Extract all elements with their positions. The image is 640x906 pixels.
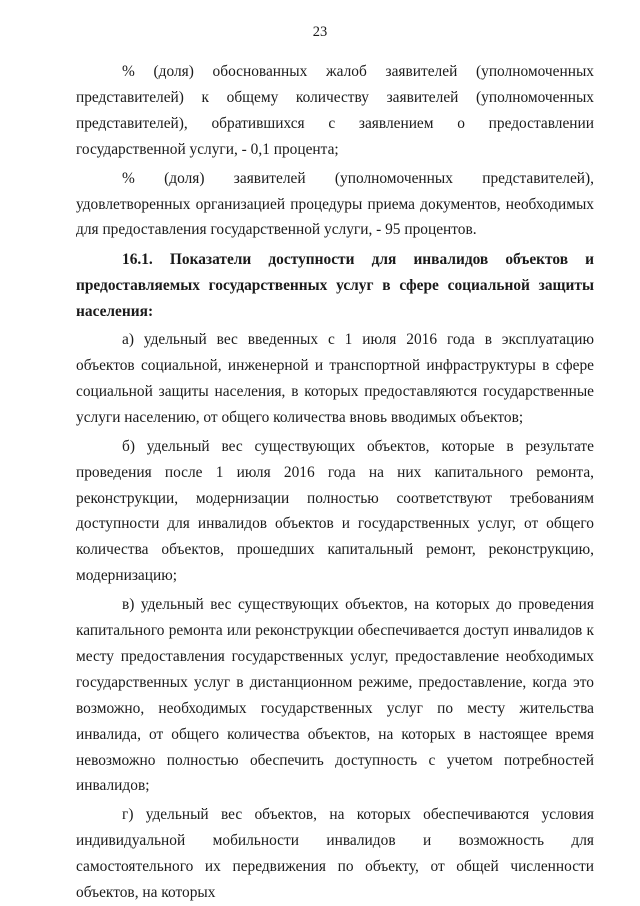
document-body <box>76 59 594 906</box>
page-number: 23 <box>312 24 328 40</box>
paragraph-complaints-share: % (доля) обоснованных жалоб заявителей (уполномоченных представителей) к общему количеству заявителей (уполномоченных представителей), обратившихся с заявлением о предоставлении государственной услуги, - 0,1 процента; <box>76 63 594 158</box>
paragraph-item-b: б) удельный вес существующих объектов, которые в результате проведения после 1 июля 2016 года на них капитального ремонта, реконструкции, модернизации полностью соответствуют требованиям доступности для инвалидов объектов и государственных услуг, от общего количества объектов, прошедших капитальный ремонт, реконструкцию, модернизацию; <box>76 437 594 585</box>
section-heading-16-1: 16.1. Показатели доступности для инвалидов объектов и предоставляемых государственных услуг в сфере социальной защиты населения: <box>76 251 594 321</box>
paragraph-satisfied-applicants: % (доля) заявителей (уполномоченных представителей), удовлетворенных организацией процедуры приема документов, необходимых для предоставления государственной услуги, - 95 процентов. <box>76 169 594 239</box>
paragraph-item-a: а) удельный вес введенных с 1 июля 2016 года в эксплуатацию объектов социальной, инженерной и транспортной инфраструктуры в сфере социальной защиты населения, в которых предоставляются государственные услуги населению, от общего количества вновь вводимых объектов; <box>76 331 594 426</box>
paragraph-item-v: в) удельный вес существующих объектов, на которых до проведения капитального ремонта или реконструкции обеспечивается доступ инвалидов к месту предоставления государственных услуг, предоставление необходимых государственных услуг в дистанционном режиме, предоставление, когда это возможно, необходимых государственных услуг по месту жительства инвалида, от общего количества объектов, на которых в настоящее время невозможно полностью обеспечить доступность с учетом потребностей инвалидов; <box>76 596 594 795</box>
paragraph-item-g: г) удельный вес объектов, на которых обеспечиваются условия индивидуальной мобильности инвалидов и возможность для самостоятельного их передвижения по объекту, от общей численности объектов, на которых <box>76 806 594 902</box>
